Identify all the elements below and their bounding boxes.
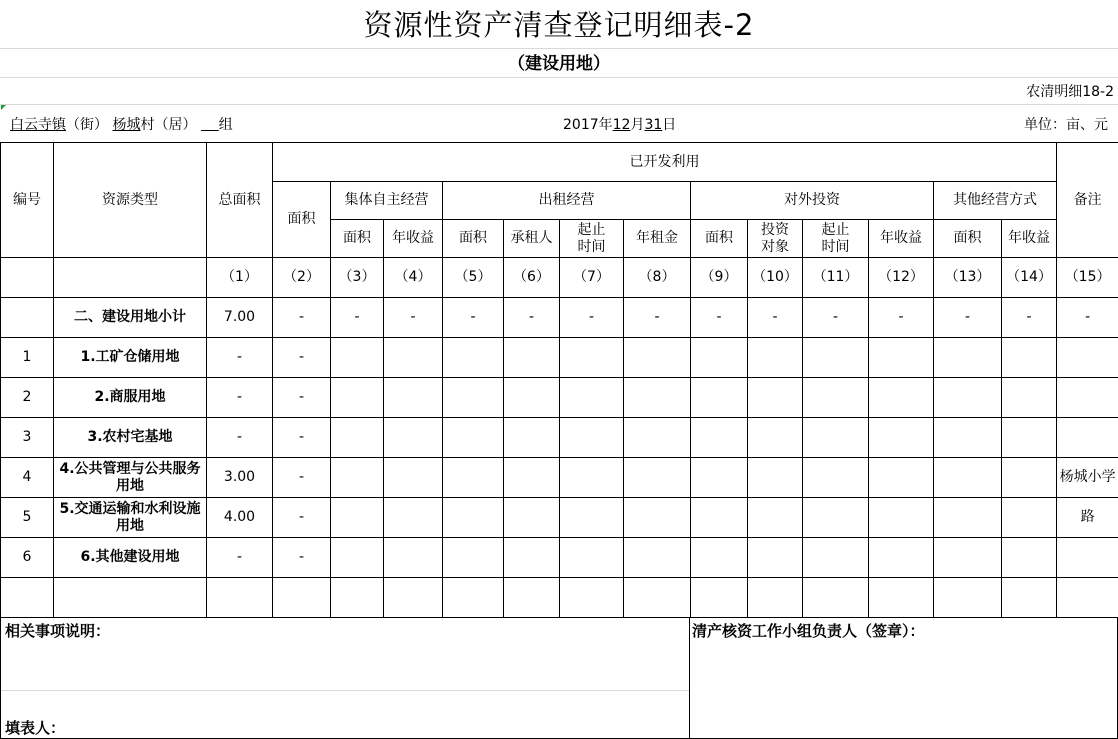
remark-cell[interactable]: - — [1057, 298, 1118, 338]
row-number-cell[interactable]: 3 — [1, 418, 54, 458]
data-cell[interactable] — [869, 378, 934, 418]
data-cell[interactable] — [560, 538, 624, 578]
header-lease-area: 面积 — [443, 220, 504, 258]
data-cell[interactable]: - — [273, 338, 331, 378]
header-collective: 集体自主经营 — [331, 182, 443, 220]
data-cell[interactable]: - — [384, 298, 443, 338]
header-rent: 年租金 — [624, 220, 691, 258]
data-cell[interactable] — [691, 578, 748, 618]
data-cell[interactable] — [1002, 418, 1057, 458]
signature-box[interactable] — [688, 618, 1118, 739]
data-cell[interactable] — [624, 578, 691, 618]
location-line — [10, 106, 233, 142]
row-number-cell[interactable]: 1 — [1, 338, 54, 378]
data-cell[interactable] — [560, 418, 624, 458]
data-cell[interactable] — [560, 458, 624, 498]
data-cell[interactable]: - — [691, 298, 748, 338]
data-cell[interactable] — [624, 458, 691, 498]
village-name: 杨城 — [112, 117, 141, 133]
data-cell[interactable]: 7.00 — [207, 298, 273, 338]
data-cell[interactable]: - — [803, 298, 869, 338]
footer — [0, 618, 1118, 739]
header-lease: 出租经营 — [443, 182, 691, 220]
data-cell[interactable] — [443, 418, 504, 458]
data-cell[interactable] — [504, 378, 560, 418]
col-number: （9） — [691, 258, 748, 298]
remark-cell[interactable] — [1057, 418, 1118, 458]
data-cell[interactable] — [691, 538, 748, 578]
header-oth-area: 面积 — [934, 220, 1002, 258]
data-cell[interactable] — [504, 418, 560, 458]
data-cell[interactable] — [384, 538, 443, 578]
data-cell[interactable] — [443, 498, 504, 538]
data-cell[interactable] — [934, 458, 1002, 498]
data-cell[interactable] — [869, 458, 934, 498]
table-row — [1, 418, 1118, 458]
col-number: （6） — [504, 258, 560, 298]
col-number: （1） — [207, 258, 273, 298]
notes-box[interactable] — [0, 618, 690, 739]
data-cell[interactable] — [1002, 498, 1057, 538]
asset-table — [0, 142, 1118, 618]
data-cell[interactable] — [443, 458, 504, 498]
data-cell[interactable] — [803, 458, 869, 498]
data-cell[interactable] — [1002, 578, 1057, 618]
column-number-row — [1, 258, 1118, 298]
data-cell[interactable]: 3.00 — [207, 458, 273, 498]
table-row — [1, 538, 1118, 578]
data-cell[interactable] — [869, 338, 934, 378]
header-oth-income: 年收益 — [1002, 220, 1057, 258]
data-cell[interactable] — [934, 418, 1002, 458]
data-cell[interactable]: - — [934, 298, 1002, 338]
data-cell[interactable] — [504, 338, 560, 378]
data-cell[interactable]: - — [869, 298, 934, 338]
resource-type-cell[interactable]: 二、建设用地小计 — [54, 298, 207, 338]
header-no: 编号 — [1, 143, 54, 258]
date-year: 2017 — [563, 117, 599, 133]
data-cell[interactable] — [331, 378, 384, 418]
data-cell[interactable] — [624, 498, 691, 538]
data-cell[interactable] — [1002, 458, 1057, 498]
data-cell[interactable] — [1002, 378, 1057, 418]
header-lease-period: 起止时间 — [560, 220, 624, 258]
header-inv-income: 年收益 — [869, 220, 934, 258]
header-inv-target: 投资对象 — [748, 220, 803, 258]
date-month-suffix: 月 — [630, 117, 645, 133]
col-number: （12） — [869, 258, 934, 298]
data-cell[interactable] — [748, 498, 803, 538]
data-cell[interactable] — [384, 338, 443, 378]
data-cell[interactable] — [691, 338, 748, 378]
header-remarks: 备注 — [1057, 143, 1118, 258]
data-cell[interactable]: - — [273, 538, 331, 578]
data-cell[interactable] — [504, 538, 560, 578]
resource-type-cell[interactable]: 1.工矿仓储用地 — [54, 338, 207, 378]
data-cell[interactable] — [331, 578, 384, 618]
data-cell[interactable] — [803, 418, 869, 458]
data-cell[interactable]: - — [624, 298, 691, 338]
row-number-cell[interactable]: 6 — [1, 538, 54, 578]
header-col-area: 面积 — [331, 220, 384, 258]
remark-cell[interactable] — [1057, 538, 1118, 578]
data-cell[interactable]: - — [748, 298, 803, 338]
row-number-cell[interactable]: 5 — [1, 498, 54, 538]
data-cell[interactable]: - — [443, 298, 504, 338]
data-cell[interactable] — [560, 578, 624, 618]
col-number: （7） — [560, 258, 624, 298]
data-cell[interactable] — [748, 578, 803, 618]
col-number: （11） — [803, 258, 869, 298]
header-invest: 对外投资 — [691, 182, 934, 220]
data-cell[interactable] — [504, 578, 560, 618]
col-number: （2） — [273, 258, 331, 298]
col-number: （3） — [331, 258, 384, 298]
table-row — [1, 498, 1118, 538]
data-cell[interactable]: - — [207, 538, 273, 578]
data-cell[interactable] — [624, 378, 691, 418]
row-number-cell[interactable] — [1, 298, 54, 338]
data-cell[interactable]: 4.00 — [207, 498, 273, 538]
data-cell[interactable] — [560, 498, 624, 538]
data-cell[interactable]: - — [273, 498, 331, 538]
data-cell[interactable]: - — [560, 298, 624, 338]
data-cell[interactable] — [504, 498, 560, 538]
data-cell[interactable] — [691, 498, 748, 538]
col-number: （8） — [624, 258, 691, 298]
data-cell[interactable] — [384, 578, 443, 618]
notes-label: 相关事项说明： — [5, 622, 111, 640]
data-cell[interactable]: - — [273, 298, 331, 338]
data-cell[interactable] — [560, 338, 624, 378]
resource-type-cell[interactable]: 4.公共管理与公共服务用地 — [54, 458, 207, 498]
data-cell[interactable] — [803, 498, 869, 538]
village-suffix: 村（居） — [140, 117, 197, 133]
remark-cell[interactable] — [1057, 338, 1118, 378]
data-cell[interactable] — [691, 458, 748, 498]
header-col-income: 年收益 — [384, 220, 443, 258]
col-number: （4） — [384, 258, 443, 298]
remark-cell[interactable]: 杨城小学 — [1057, 458, 1118, 498]
data-cell[interactable] — [504, 458, 560, 498]
resource-type-cell[interactable]: 5.交通运输和水利设施用地 — [54, 498, 207, 538]
data-cell[interactable] — [748, 458, 803, 498]
data-cell[interactable] — [869, 498, 934, 538]
data-cell[interactable] — [331, 458, 384, 498]
data-cell[interactable] — [803, 378, 869, 418]
header-inv-area: 面积 — [691, 220, 748, 258]
town-suffix: （街） — [66, 117, 108, 133]
data-cell[interactable] — [803, 578, 869, 618]
resource-type-cell[interactable]: 2.商服用地 — [54, 378, 207, 418]
header-developed: 已开发利用 — [273, 143, 1057, 182]
resource-type-cell[interactable]: 3.农村宅基地 — [54, 418, 207, 458]
header-inv-period: 起止时间 — [803, 220, 869, 258]
col-number: （15） — [1057, 258, 1118, 298]
group-blank — [201, 117, 219, 133]
data-cell[interactable] — [803, 538, 869, 578]
data-cell[interactable] — [691, 418, 748, 458]
data-cell[interactable] — [443, 538, 504, 578]
remark-cell[interactable] — [1057, 578, 1118, 618]
form-code: 农清明细18-2 — [1026, 84, 1114, 100]
data-cell[interactable] — [934, 538, 1002, 578]
data-cell[interactable]: - — [273, 458, 331, 498]
remark-cell[interactable] — [1057, 378, 1118, 418]
table-row — [1, 338, 1118, 378]
page-title: 资源性资产清查登记明细表-2 — [363, 8, 755, 42]
data-cell[interactable] — [624, 418, 691, 458]
col-number: （10） — [748, 258, 803, 298]
col-number — [1, 258, 54, 298]
data-cell[interactable]: - — [207, 378, 273, 418]
data-cell[interactable] — [934, 338, 1002, 378]
date-month: 12 — [612, 117, 631, 133]
data-cell[interactable] — [1002, 338, 1057, 378]
header-lessee: 承租人 — [504, 220, 560, 258]
date-day: 31 — [644, 117, 663, 133]
unit-label: 单位：亩、元 — [1024, 117, 1108, 133]
header-other: 其他经营方式 — [934, 182, 1057, 220]
data-cell[interactable] — [384, 418, 443, 458]
data-cell[interactable] — [443, 378, 504, 418]
data-cell[interactable] — [443, 578, 504, 618]
data-cell[interactable]: - — [1002, 298, 1057, 338]
col-number — [54, 258, 207, 298]
data-cell[interactable] — [384, 378, 443, 418]
data-cell[interactable] — [273, 578, 331, 618]
data-cell[interactable] — [748, 338, 803, 378]
data-cell[interactable] — [331, 498, 384, 538]
data-cell[interactable] — [624, 338, 691, 378]
data-cell[interactable] — [331, 338, 384, 378]
data-cell[interactable] — [748, 418, 803, 458]
data-cell[interactable]: - — [207, 338, 273, 378]
data-cell[interactable]: - — [331, 298, 384, 338]
data-cell[interactable] — [384, 458, 443, 498]
data-cell[interactable] — [934, 498, 1002, 538]
group-suffix: 组 — [218, 117, 233, 133]
data-cell[interactable] — [748, 538, 803, 578]
col-number: （5） — [443, 258, 504, 298]
data-cell[interactable] — [869, 578, 934, 618]
filler-label: 填表人： — [5, 719, 66, 737]
header-total-area: 总面积 — [207, 143, 273, 258]
row-number-cell[interactable]: 4 — [1, 458, 54, 498]
data-cell[interactable] — [331, 538, 384, 578]
data-cell[interactable] — [207, 578, 273, 618]
leader-label: 清产核资工作小组负责人（签章）： — [692, 622, 925, 640]
table-row — [1, 578, 1118, 618]
data-cell[interactable] — [384, 498, 443, 538]
row-number-cell[interactable]: 2 — [1, 378, 54, 418]
data-cell[interactable] — [934, 578, 1002, 618]
remark-cell[interactable]: 路 — [1057, 498, 1118, 538]
date-day-suffix: 日 — [662, 117, 677, 133]
date-year-suffix: 年 — [598, 117, 613, 133]
data-cell[interactable] — [1002, 538, 1057, 578]
page-subtitle: （建设用地） — [508, 54, 610, 74]
data-cell[interactable] — [869, 538, 934, 578]
col-number: （13） — [934, 258, 1002, 298]
row-number-cell[interactable] — [1, 578, 54, 618]
town-name: 白云寺镇 — [10, 117, 66, 133]
data-cell[interactable]: - — [504, 298, 560, 338]
data-cell[interactable] — [331, 418, 384, 458]
table-row — [1, 458, 1118, 498]
resource-type-cell[interactable] — [54, 578, 207, 618]
table-row — [1, 378, 1118, 418]
data-cell[interactable]: - — [273, 378, 331, 418]
comment-marker-icon — [1, 105, 6, 110]
header-type: 资源类型 — [54, 143, 207, 258]
data-cell[interactable] — [803, 338, 869, 378]
report-date — [563, 106, 676, 142]
table-row — [1, 298, 1118, 338]
data-cell[interactable] — [443, 338, 504, 378]
data-cell[interactable] — [691, 378, 748, 418]
data-cell[interactable] — [624, 538, 691, 578]
data-cell[interactable]: - — [207, 418, 273, 458]
data-cell[interactable] — [748, 378, 803, 418]
data-cell[interactable] — [934, 378, 1002, 418]
data-cell[interactable] — [869, 418, 934, 458]
data-cell[interactable] — [560, 378, 624, 418]
header-area: 面积 — [273, 182, 331, 258]
resource-type-cell[interactable]: 6.其他建设用地 — [54, 538, 207, 578]
data-cell[interactable]: - — [273, 418, 331, 458]
col-number: （14） — [1002, 258, 1057, 298]
